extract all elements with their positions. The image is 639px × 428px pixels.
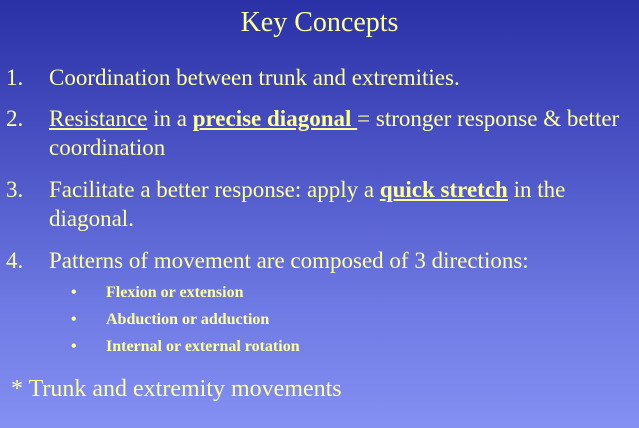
footer-note: * Trunk and extremity movements [11, 376, 342, 402]
bullet-icon: • [71, 338, 77, 355]
list-text-segment: in the diagonal. [49, 177, 566, 231]
slide-title: Key Concepts [240, 7, 399, 38]
list-text: Patterns of movement are composed of 3 directions: [49, 248, 529, 273]
emphasis-quick-stretch: quick stretch [379, 177, 508, 202]
list-text [49, 175, 634, 233]
list-text-segment: = stronger response & better coordination [49, 106, 620, 160]
emphasis-precise-diagonal: precise diagonal [192, 106, 358, 131]
list-number: 3. [6, 177, 24, 202]
list-text [49, 104, 634, 162]
bullet-icon: • [71, 284, 77, 301]
list-number: 2. [6, 106, 24, 131]
sub-bullet-text: Internal or external rotation [106, 338, 300, 355]
list-number: 1. [6, 65, 24, 90]
list-text-segment: Facilitate a better response: apply a [49, 177, 380, 202]
sub-bullet-text: Flexion or extension [106, 284, 244, 301]
list-text: Coordination between trunk and extremities. [49, 65, 460, 90]
list-number: 4. [6, 248, 24, 273]
list-text-segment: in a [147, 106, 193, 131]
bullet-icon: • [71, 311, 77, 328]
underlined-term-resistance: Resistance [49, 106, 148, 131]
sub-bullet-text: Abduction or adduction [106, 311, 270, 328]
